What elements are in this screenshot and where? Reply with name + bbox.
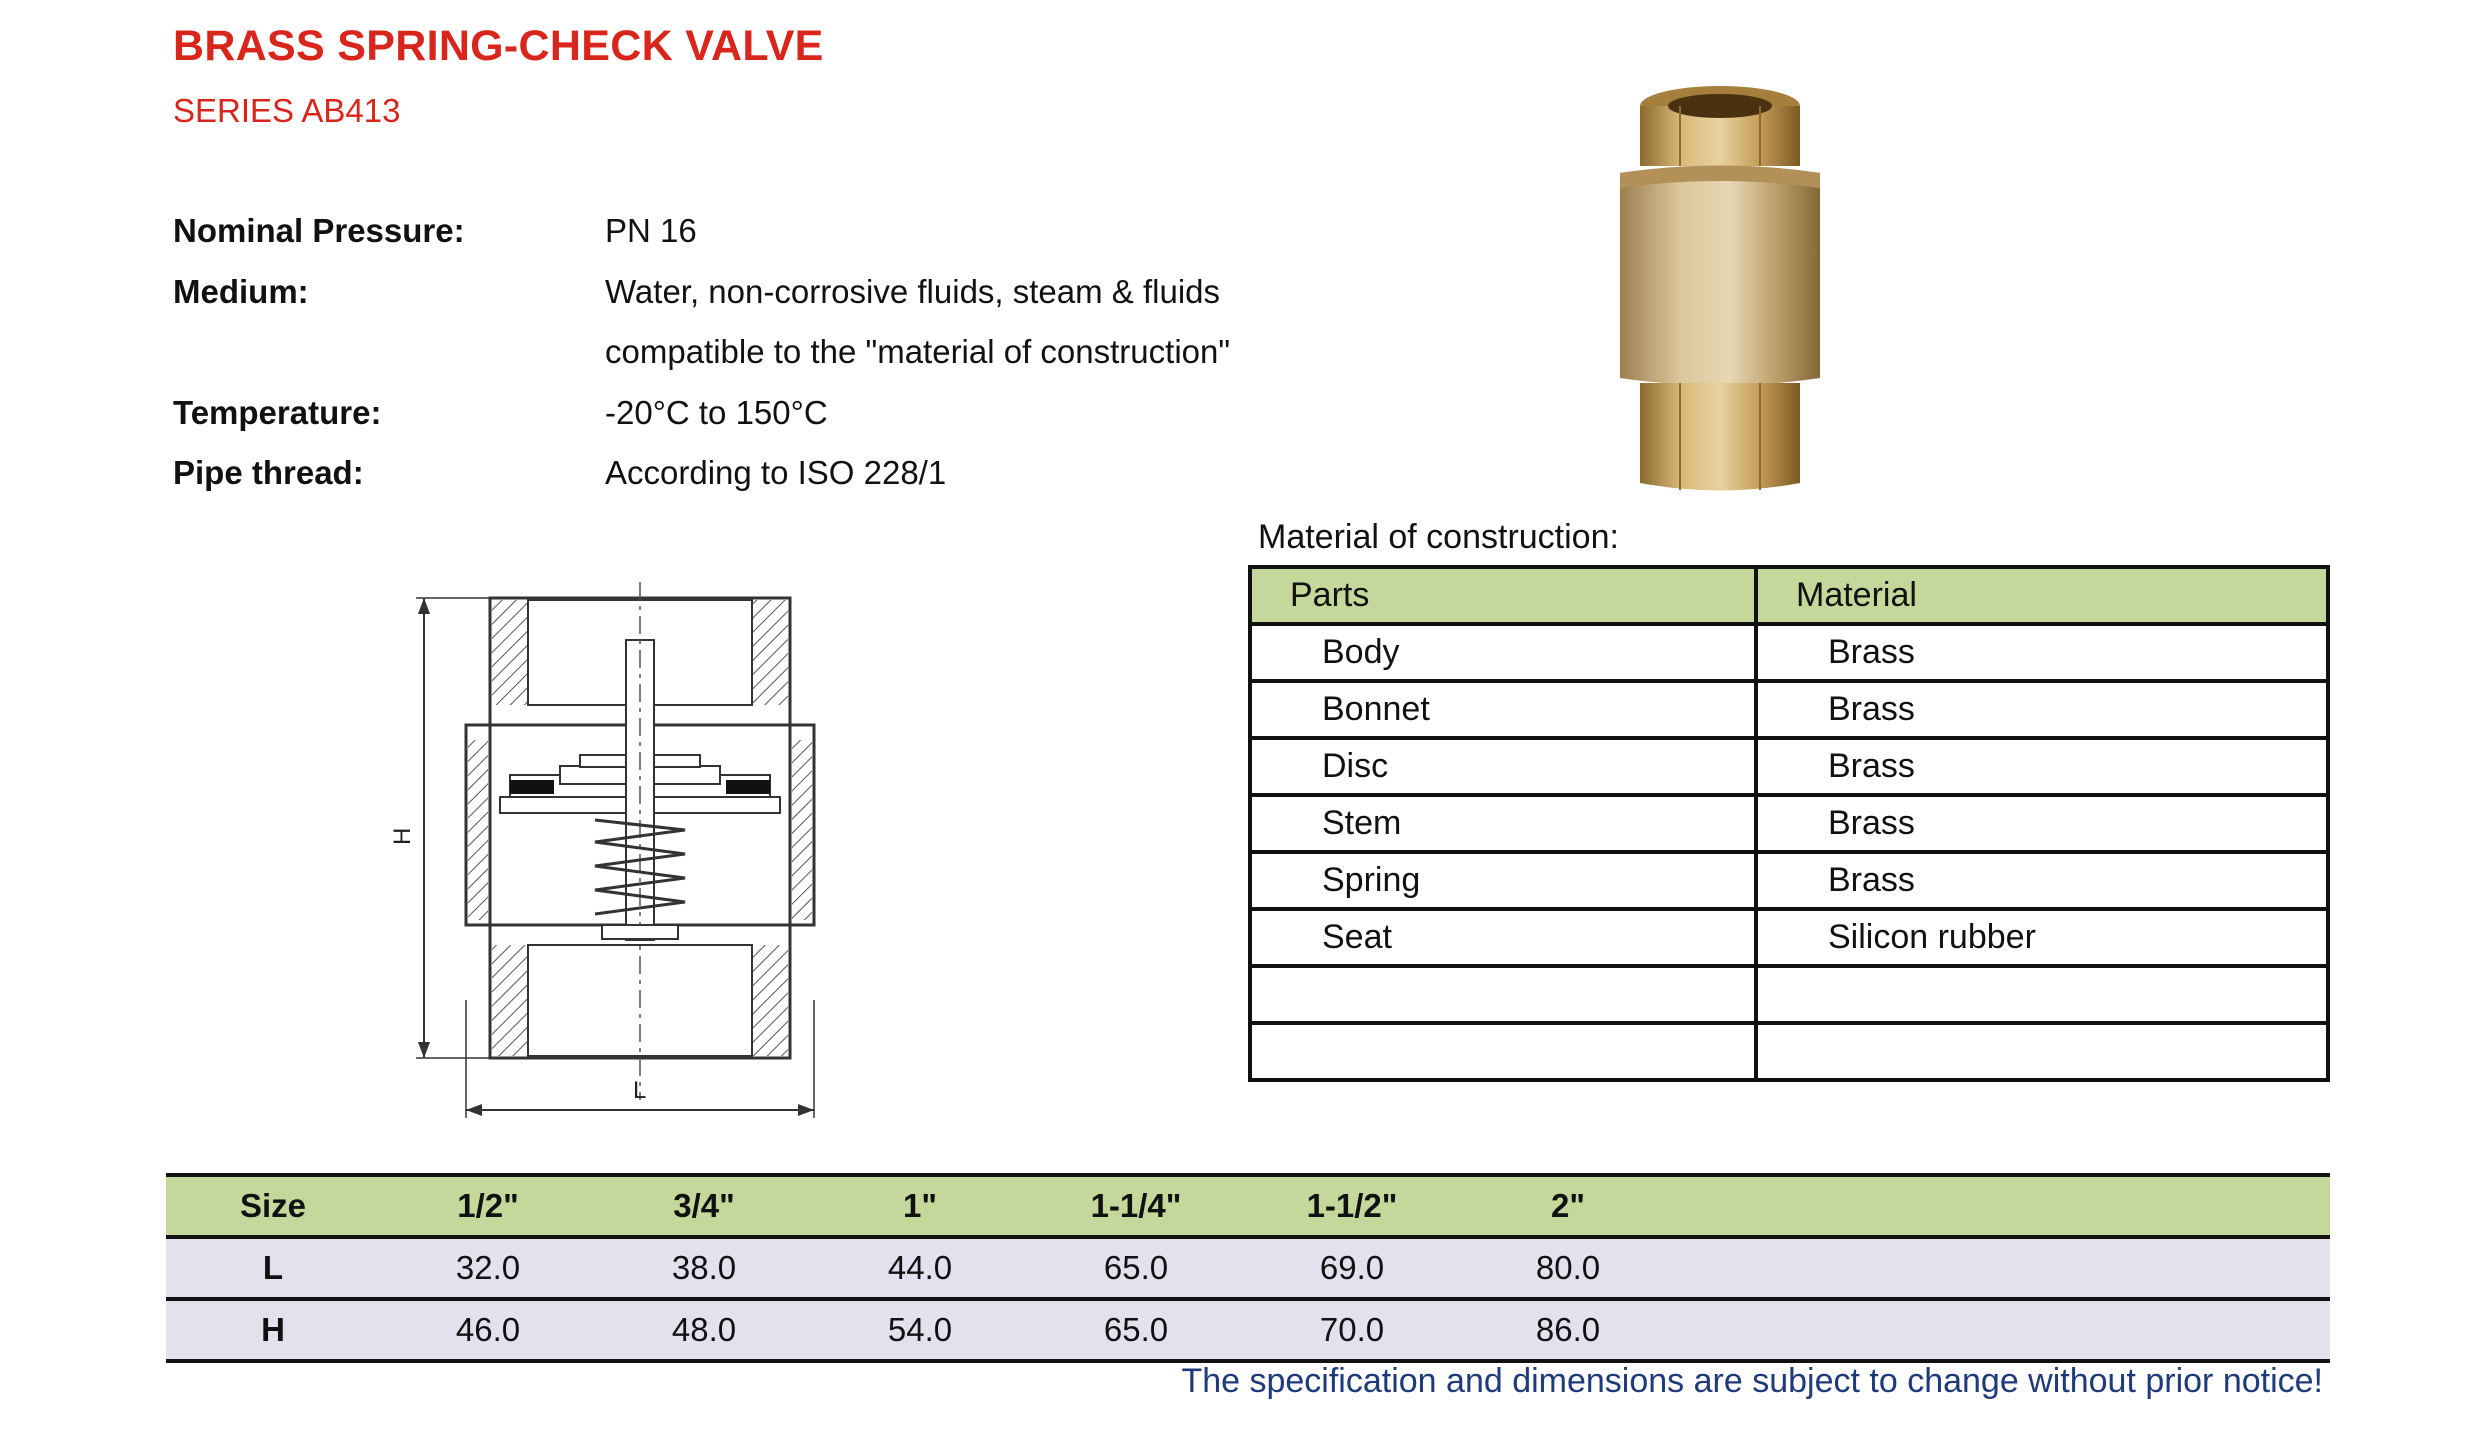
part-name: Spring [1250, 852, 1756, 909]
materials-row-empty [1250, 966, 2328, 1023]
part-material: Brass [1756, 738, 2328, 795]
materials-row [1250, 681, 2328, 738]
dimension-value: 44.0 [812, 1237, 1028, 1299]
spec-value-thread: According to ISO 228/1 [605, 454, 947, 491]
spec-label-medium: Medium: [173, 273, 309, 310]
part-name: Bonnet [1250, 681, 1756, 738]
drawing-l-label: L [633, 1077, 647, 1104]
series-label: SERIES AB413 [173, 92, 401, 129]
spec-label-thread: Pipe thread: [173, 454, 364, 491]
size-filler [1676, 1175, 2330, 1237]
product-title: BRASS SPRING-CHECK VALVE [173, 22, 824, 70]
dimension-value: 65.0 [1028, 1299, 1244, 1361]
dimension-row-l [166, 1237, 2330, 1299]
spec-value-pressure: PN 16 [605, 212, 697, 249]
spec-value-medium-line2: compatible to the "material of construction" [605, 333, 1231, 370]
size-filler [1676, 1299, 2330, 1361]
dimension-value: 70.0 [1244, 1299, 1460, 1361]
dimension-value: 69.0 [1244, 1237, 1460, 1299]
part-name: Body [1250, 624, 1756, 681]
size-header-label: Size [166, 1175, 380, 1237]
dimension-value: 48.0 [596, 1299, 812, 1361]
part-name: Seat [1250, 909, 1756, 966]
materials-row [1250, 852, 2328, 909]
dimension-value: 54.0 [812, 1299, 1028, 1361]
dimensions-table [166, 1173, 2330, 1363]
part-material: Brass [1756, 624, 2328, 681]
spec-label-pressure: Nominal Pressure: [173, 212, 465, 249]
dimension-value: 86.0 [1460, 1299, 1676, 1361]
part-material: Brass [1756, 795, 2328, 852]
materials-header-row [1250, 567, 2328, 624]
size-column: 1-1/4" [1028, 1175, 1244, 1237]
drawing-h-label: H [389, 827, 416, 845]
size-column: 2" [1460, 1175, 1676, 1237]
dimension-label: L [166, 1237, 380, 1299]
part-name: Disc [1250, 738, 1756, 795]
materials-row [1250, 624, 2328, 681]
materials-row [1250, 738, 2328, 795]
size-column: 1" [812, 1175, 1028, 1237]
part-name [1250, 1023, 1756, 1080]
part-material: Brass [1756, 681, 2328, 738]
spec-label-temperature: Temperature: [173, 394, 382, 431]
part-material [1756, 966, 2328, 1023]
size-filler [1676, 1237, 2330, 1299]
spec-value-temperature: -20°C to 150°C [605, 394, 828, 431]
dimension-value: 38.0 [596, 1237, 812, 1299]
materials-header-material: Material [1756, 567, 2328, 624]
dimension-value: 32.0 [380, 1237, 596, 1299]
materials-caption: Material of construction: [1258, 518, 1619, 556]
part-material: Silicon rubber [1756, 909, 2328, 966]
dimension-value: 46.0 [380, 1299, 596, 1361]
spec-value-medium: Water, non-corrosive fluids, steam & fluids [605, 273, 1221, 310]
disclaimer-note: The specification and dimensions are subject to change without prior notice! [1181, 1362, 2323, 1400]
dimension-value: 65.0 [1028, 1237, 1244, 1299]
part-name: Stem [1250, 795, 1756, 852]
size-column: 1/2" [380, 1175, 596, 1237]
materials-row-empty [1250, 1023, 2328, 1080]
materials-table [1248, 565, 2330, 1082]
materials-header-parts: Parts [1250, 567, 1756, 624]
dimension-row-h [166, 1299, 2330, 1361]
part-material [1756, 1023, 2328, 1080]
size-column: 3/4" [596, 1175, 812, 1237]
dimension-value: 80.0 [1460, 1237, 1676, 1299]
size-column: 1-1/2" [1244, 1175, 1460, 1237]
materials-row [1250, 909, 2328, 966]
part-material: Brass [1756, 852, 2328, 909]
materials-row [1250, 795, 2328, 852]
part-name [1250, 966, 1756, 1023]
dimensions-header-row [166, 1175, 2330, 1237]
valve-cross-section-drawing [380, 580, 840, 1120]
valve-product-photo [1600, 78, 1840, 498]
dimension-label: H [166, 1299, 380, 1361]
